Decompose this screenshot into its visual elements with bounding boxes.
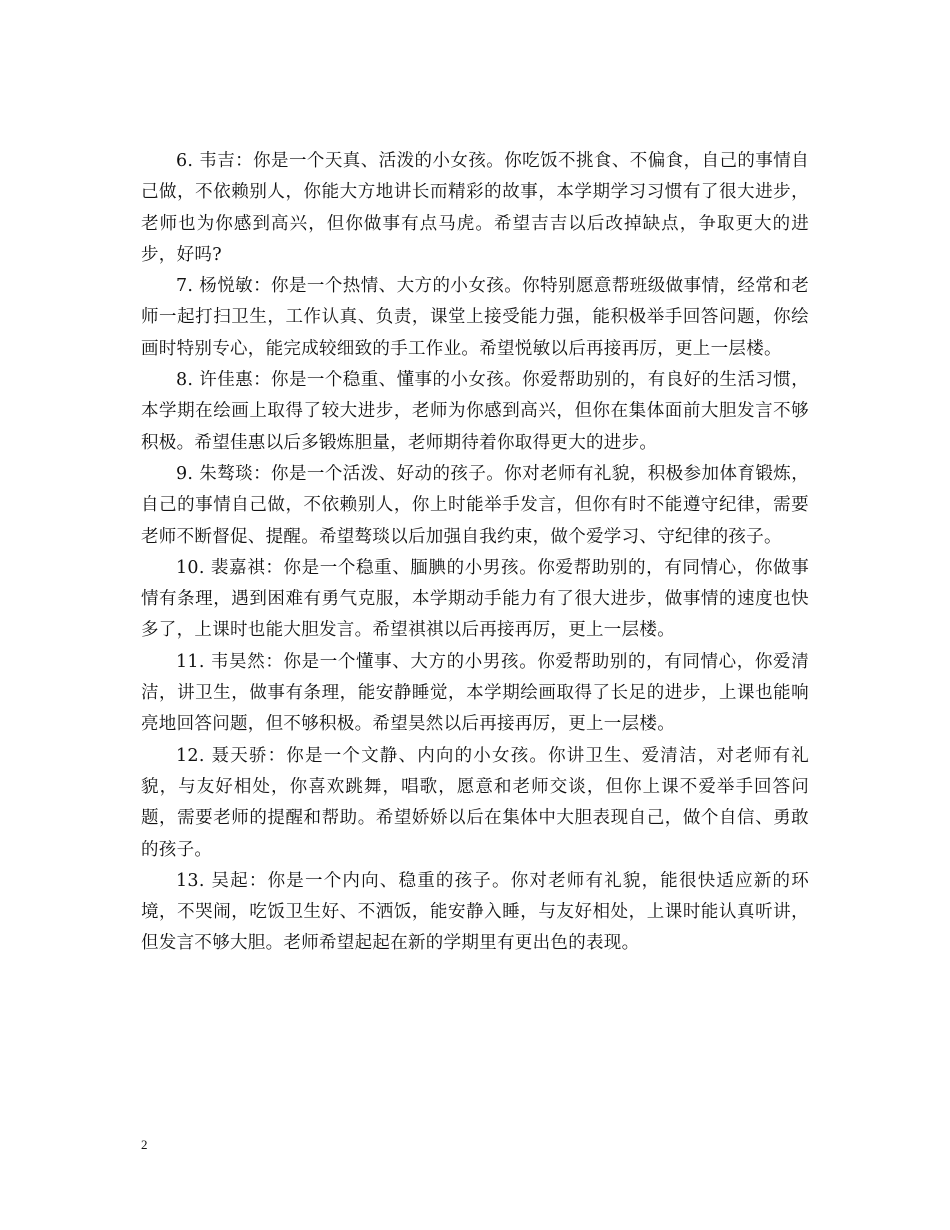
comment-paragraph-12: 12. 聂天骄：你是一个文静、内向的小女孩。你讲卫生、爱清洁，对老师有礼貌，与友好相处，你喜欢跳舞，唱歌，愿意和老师交谈，但你上课不爱举手回答问题，需要老师的提醒和帮助。希望娇娇以后在集体中大胆表现自己，做个自信、勇敢的孩子。 (141, 745, 809, 860)
comment-paragraph-11: 11. 韦昊然：你是一个懂事、大方的小男孩。你爱帮助别的，有同情心，你爱清洁，讲卫生，做事有条理，能安静睡觉，本学期绘画取得了长足的进步，上课也能响亮地回答问题，但不够积极。希望昊然以后再接再厉，更上一层楼。 (141, 651, 809, 735)
document-body (141, 146, 809, 960)
comment-paragraph-9: 9. 朱骜琰：你是一个活泼、好动的孩子。你对老师有礼貌，积极参加体育锻炼，自己的事情自己做，不依赖别人，你上时能举手发言，但你有时不能遵守纪律，需要老师不断督促、提醒。希望骜琰以后加强自我约束，做个爱学习、守纪律的孩子。 (141, 463, 809, 547)
page-number: 2 (141, 1137, 148, 1152)
comment-paragraph-13: 13. 吴起：你是一个内向、稳重的孩子。你对老师有礼貌，能很快适应新的环境，不哭闹，吃饭卫生好、不洒饭，能安静入睡，与友好相处，上课时能认真听讲，但发言不够大胆。老师希望起起在新的学期里有更出色的表现。 (141, 870, 809, 954)
comment-paragraph-6: 6. 韦吉：你是一个天真、活泼的小女孩。你吃饭不挑食、不偏食，自己的事情自己做，不依赖别人，你能大方地讲长而精彩的故事，本学期学习习惯有了很大进步，老师也为你感到高兴，但你做事有点马虎。希望吉吉以后改掉缺点，争取更大的进步，好吗? (141, 151, 809, 265)
comment-paragraph-10: 10. 裴嘉祺：你是一个稳重、腼腆的小男孩。你爱帮助别的，有同情心，你做事情有条理，遇到困难有勇气克服，本学期动手能力有了很大进步，做事情的速度也快多了，上课时也能大胆发言。希望祺祺以后再接再厉，更上一层楼。 (141, 557, 809, 641)
comment-paragraph-8: 8. 许佳惠：你是一个稳重、懂事的小女孩。你爱帮助别的，有良好的生活习惯，本学期在绘画上取得了较大进步，老师为你感到高兴，但你在集体面前大胆发言不够积极。希望佳惠以后多锻炼胆量，老师期待着你取得更大的进步。 (141, 370, 809, 453)
comment-paragraph-7: 7. 杨悦敏：你是一个热情、大方的小女孩。你特别愿意帮班级做事情，经常和老师一起打扫卫生，工作认真、负责，课堂上接受能力强，能积极举手回答问题，你绘画时特别专心，能完成较细致的手工作业。希望悦敏以后再接再厉，更上一层楼。 (141, 276, 809, 359)
